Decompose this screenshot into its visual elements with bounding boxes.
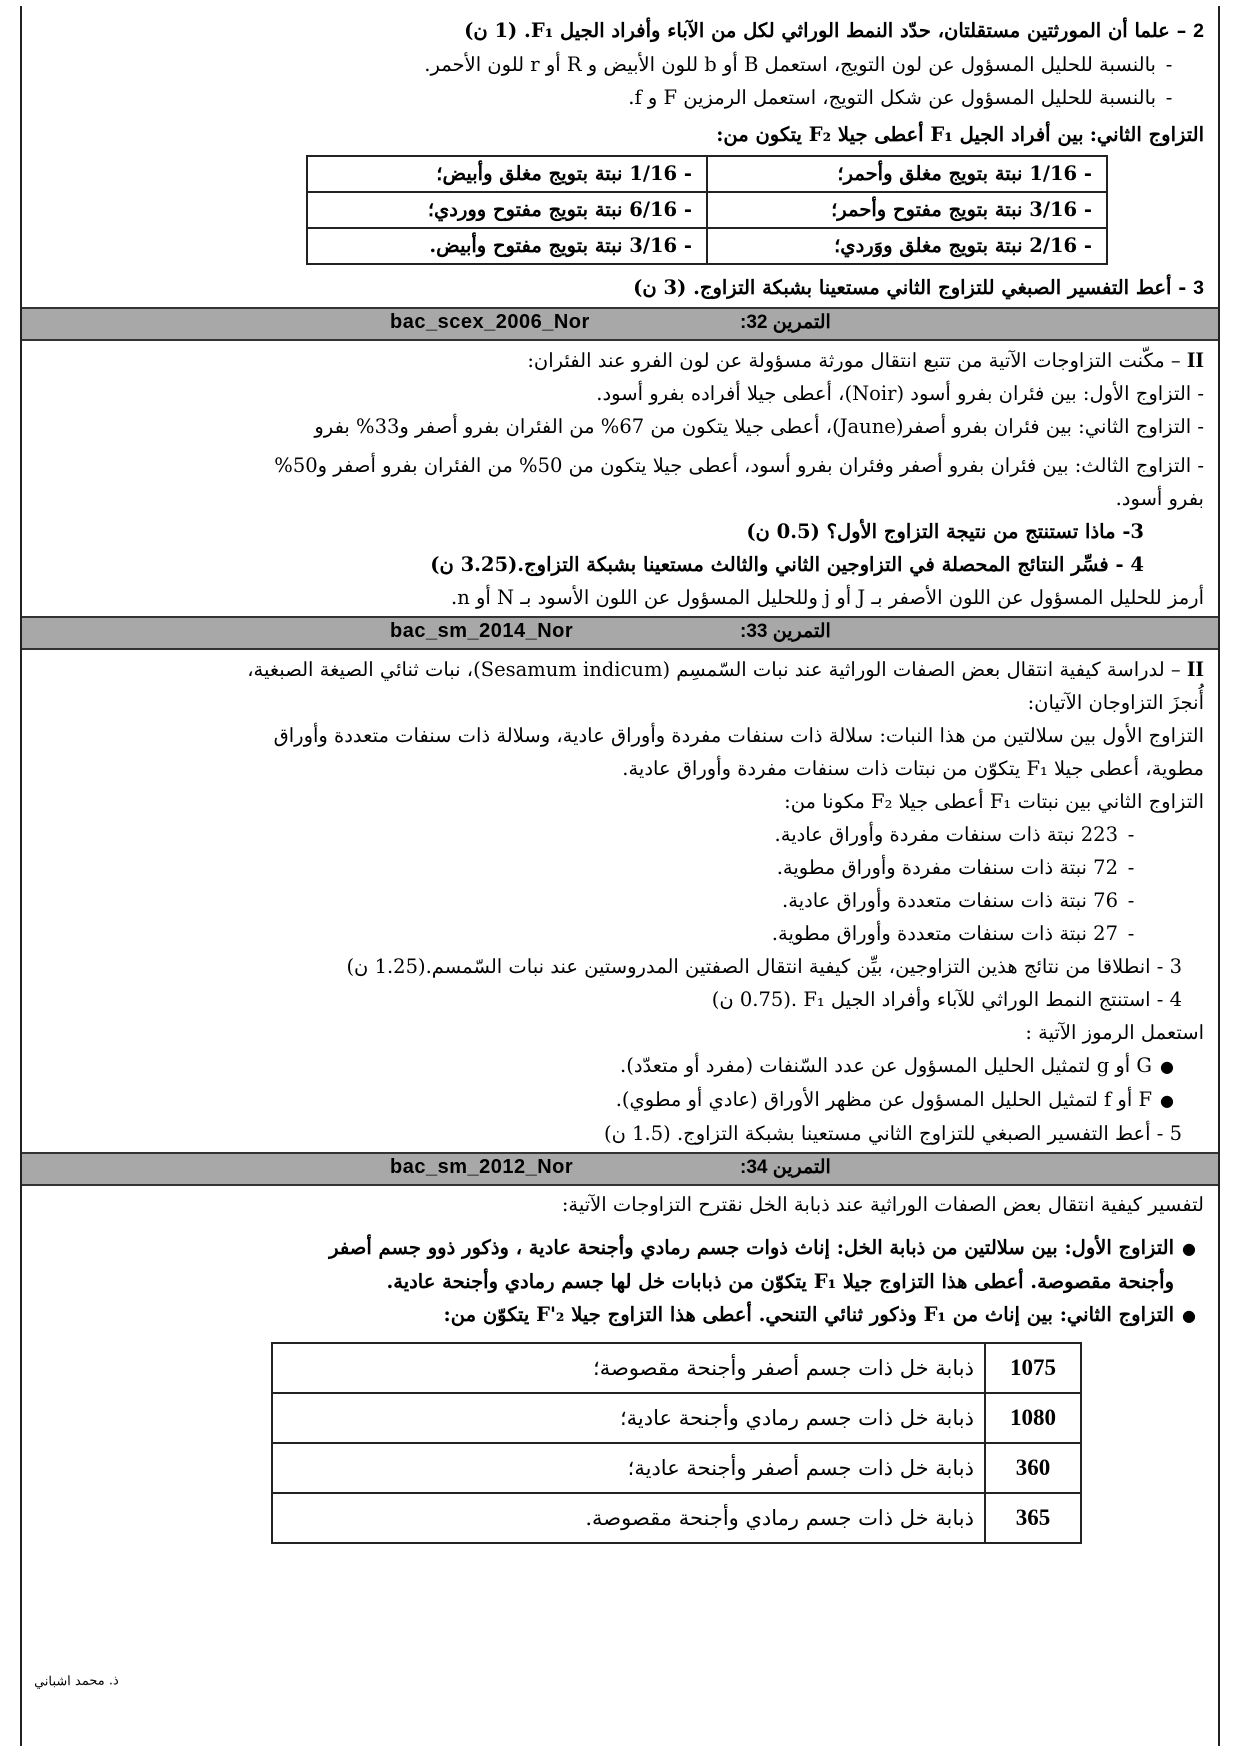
table-row <box>272 1393 1081 1443</box>
table-cell: - 6/16 نبتة بتويج مفتوح ووردي؛ <box>307 192 707 228</box>
question-2: 2 – علما أن المورثتين مستقلتان، حدّد النمط الوراثي لكل من الآباء وأفراد الجيل F₁. (1 ن) <box>464 19 1204 42</box>
ex32-symbols: أرمز للحليل المسؤول عن اللون الأصفر بـ J أو j وللحليل المسؤول عن اللون الأسود بـ N أو n. <box>451 586 1204 609</box>
symbols-line-color: -بالنسبة للحليل المسؤول عن لون التويج، استعمل B أو b للون الأبيض و R أو r للون الأحمر. <box>424 53 1173 76</box>
previous-exercise-tail <box>22 6 1218 307</box>
ex33-intro: II – لدراسة كيفية انتقال بعض الصفات الوراثية عند نبات السّمسِم (Sesamum indicum)، نبات ثنائي الصيغة الصبغية، <box>247 656 1204 681</box>
exercise-34-header <box>22 1152 1218 1186</box>
exercise-32 <box>22 341 1218 616</box>
ex32-cross-1: - التزاوج الأول: بين فئران بفرو أسود (Noir)، أعطى جيلا أفراده بفرو أسود. <box>596 382 1204 405</box>
exercise-label: التمرين 32: <box>740 312 831 333</box>
phenotype-cell: ذبابة خل ذات جسم رمادي وأجنحة مقصوصة. <box>272 1493 985 1543</box>
table-row <box>307 228 1107 264</box>
table-row <box>272 1343 1081 1393</box>
table-row <box>307 156 1107 192</box>
cross-2-heading: التزاوج الثاني: بين أفراد الجيل F₁ أعطى جيلا F₂ يتكون من: <box>716 123 1204 146</box>
count-cell: 365 <box>985 1493 1081 1543</box>
ex33-question-3: 3 - انطلاقا من نتائج هذين التزاوجين، بيِّن كيفية انتقال الصفتين المدروستين عند نبات السّمسم.(1.25 ن) <box>346 955 1182 978</box>
ex34-cross-1-cont: وأجنحة مقصوصة. أعطى هذا التزاوج جيلا F₁ يتكوّن من ذبابات خل لها جسم رمادي وأجنحة عادية. <box>386 1270 1174 1293</box>
table-cell: - 3/16 نبتة بتويج مفتوح وأحمر؛ <box>707 192 1107 228</box>
exercise-34 <box>22 1186 1218 1546</box>
list-item: -223 نبتة ذات سنفات مفردة وأوراق عادية. <box>774 823 1135 846</box>
ex32-intro: II – مكّنت التزاوجات الآتية من تتبع انتقال مورثة مسؤولة عن لون الفرو عند الفئران: <box>527 347 1204 372</box>
exercise-33-header <box>22 616 1218 650</box>
table-cell: - 3/16 نبتة بتويج مفتوح وأبيض. <box>307 228 707 264</box>
ex32-cross-3: - التزاوج الثالث: بين فئران بفرو أصفر وفئران بفرو أسود، أعطى جيلا يتكون من 50% من الفئران بفرو أصفر و50% <box>274 454 1204 477</box>
list-item: -72 نبتة ذات سنفات مفردة وأوراق مطوية. <box>776 856 1135 879</box>
count-cell: 1075 <box>985 1343 1081 1393</box>
worksheet-page <box>20 6 1220 1746</box>
ex33-question-5: 5 - أعط التفسير الصبغي للتزاوج الثاني مستعينا بشبكة التزاوج. (1.5 ن) <box>603 1122 1182 1145</box>
ex34-cross-1: ●التزاوج الأول: بين سلالتين من ذبابة الخل: إناث ذوات جسم رمادي وأجنحة عادية ، وذكور ذوو جسم أصفر <box>36 1231 1204 1265</box>
count-cell: 1080 <box>985 1393 1081 1443</box>
list-item: -27 نبتة ذات سنفات متعددة وأوراق مطوية. <box>771 922 1135 945</box>
ex32-cross-2: - التزاوج الثاني: بين فئران بفرو أصفر(Jaune)، أعطى جيلا يتكون من 67% من الفئران بفرو أصفر و33% بفرو <box>314 415 1204 438</box>
author-signature: ذ. محمد اشباني <box>33 1673 119 1690</box>
bullet-icon: ● <box>1160 1091 1174 1110</box>
ex33-cross-1-cont: مطوية، أعطى جيلا F₁ يتكوّن من نبتات ذات سنفات مفردة وأوراق عادية. <box>622 757 1204 780</box>
table-row <box>272 1443 1081 1493</box>
exercise-label: التمرين 33: <box>740 621 831 642</box>
table-row <box>272 1493 1081 1543</box>
exercise-33 <box>22 650 1218 1152</box>
ex33-symbols-intro: استعمل الرموز الآتية : <box>1025 1021 1204 1044</box>
exercise-code: bac_scex_2006_Nor <box>390 311 590 333</box>
ex33-cross-1: التزاوج الأول بين سلالتين من هذا النبات: سلالة ذات سنفات مفردة وأوراق عادية، وسلالة ذات سنفات متعددة وأوراق <box>273 724 1204 747</box>
ex32-question-3: 3- ماذا تستنتج من نتيجة التزاوج الأول؟ (0.5 ن) <box>746 520 1144 543</box>
phenotype-cell: ذبابة خل ذات جسم أصفر وأجنحة مقصوصة؛ <box>272 1343 985 1393</box>
f2-results-table <box>306 155 1108 265</box>
phenotype-cell: ذبابة خل ذات جسم أصفر وأجنحة عادية؛ <box>272 1443 985 1493</box>
ex32-question-4: 4 - فسِّر النتائج المحصلة في التزاوجين الثاني والثالث مستعينا بشبكة التزاوج.(3.25 ن) <box>430 553 1144 576</box>
question-3: 3 - أعط التفسير الصبغي للتزاوج الثاني مستعينا بشبكة التزاوج. (3 ن) <box>633 276 1204 299</box>
count-cell: 360 <box>985 1443 1081 1493</box>
ex33-question-4: 4 - استنتج النمط الوراثي للآباء وأفراد الجيل F₁ .(0.75 ن) <box>711 988 1182 1011</box>
bullet-icon: ● <box>1182 1239 1196 1258</box>
table-cell: - 1/16 نبتة بتويج مغلق وأبيض؛ <box>307 156 707 192</box>
exercise-code: bac_sm_2014_Nor <box>390 620 574 642</box>
ex34-cross-2: ●التزاوج الثاني: بين إناث من F₁ وذكور ثنائي التنحي. أعطى هذا التزاوج جيلا F'₂ يتكوّن من: <box>36 1298 1204 1332</box>
exercise-32-header <box>22 307 1218 341</box>
list-item: -76 نبتة ذات سنفات متعددة وأوراق عادية. <box>782 889 1135 912</box>
exercise-label: التمرين 34: <box>740 1157 831 1178</box>
bullet-icon: ● <box>1182 1306 1196 1325</box>
phenotype-cell: ذبابة خل ذات جسم رمادي وأجنحة عادية؛ <box>272 1393 985 1443</box>
testcross-results-table <box>271 1342 1082 1544</box>
list-item: ●G أو g لتمثيل الحليل المسؤول عن عدد السّنفات (مفرد أو متعدّد). <box>36 1049 1204 1083</box>
ex33-intro-cont: أُنجزَ التزاوجان الآتيان: <box>1027 691 1204 714</box>
ex32-cross-3-cont: بفرو أسود. <box>1115 487 1204 510</box>
table-cell: - 2/16 نبتة بتويج مغلق ووَردي؛ <box>707 228 1107 264</box>
bullet-icon: ● <box>1160 1057 1174 1076</box>
table-row <box>307 192 1107 228</box>
exercise-code: bac_sm_2012_Nor <box>390 1156 574 1178</box>
table-cell: - 1/16 نبتة بتويج مغلق وأحمر؛ <box>707 156 1107 192</box>
ex33-cross-2: التزاوج الثاني بين نبتات F₁ أعطى جيلا F₂ مكونا من: <box>784 790 1204 813</box>
list-item: ●F أو f لتمثيل الحليل المسؤول عن مظهر الأوراق (عادي أو مطوي). <box>36 1083 1204 1117</box>
symbols-line-shape: -بالنسبة للحليل المسؤول عن شكل التويج، استعمل الرمزين F و f. <box>628 86 1173 109</box>
ex34-intro: لتفسير كيفية انتقال بعض الصفات الوراثية عند ذبابة الخل نقترح التزاوجات الآتية: <box>561 1193 1204 1216</box>
